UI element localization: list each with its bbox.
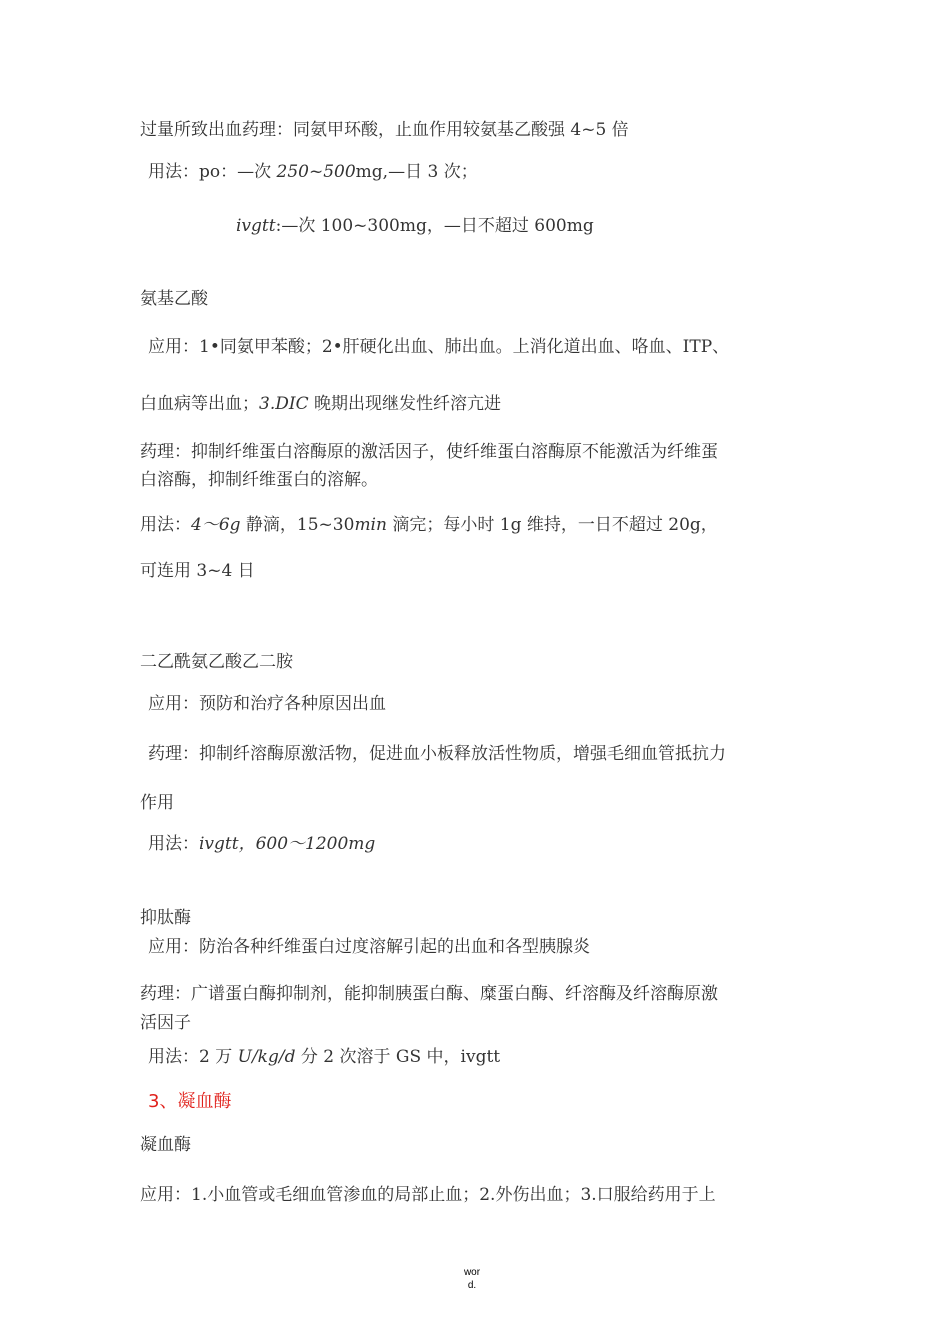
text-line	[148, 935, 590, 959]
text-line	[148, 1045, 500, 1069]
text-segment: 应用：1.小血管或毛细血管渗血的局部止血；2.外伤出血；3.口服给药用于上	[140, 1185, 716, 1205]
text-segment: 3.DIC	[259, 394, 309, 414]
text-line	[140, 982, 718, 1006]
text-line	[148, 742, 726, 766]
text-line	[140, 440, 718, 464]
text-segment: ivgtt	[236, 216, 276, 236]
text-line	[148, 335, 729, 359]
text-segment: 分 2 次溶于 GS 中，ivgtt	[295, 1047, 501, 1067]
text-line	[140, 1011, 191, 1035]
text-segment: 3、凝血酶	[148, 1091, 232, 1112]
text-segment: 4〜6g	[191, 515, 241, 535]
text-segment: 250~500	[276, 162, 356, 182]
text-line	[140, 1183, 716, 1207]
text-segment: mg,—日 3 次；	[355, 162, 478, 182]
section-title	[140, 1133, 191, 1157]
text-segment: 活因子	[140, 1013, 191, 1033]
text-segment: 药理：抑制纤维蛋白溶酶原的激活因子，使纤维蛋白溶酶原不能激活为纤维蛋	[140, 442, 718, 462]
footer-label	[452, 1266, 492, 1292]
red-heading	[148, 1090, 231, 1114]
text-segment: 用法：po：—次	[148, 162, 277, 182]
text-segment: 药理：广谱蛋白酶抑制剂，能抑制胰蛋白酶、糜蛋白酶、纤溶酶及纤溶酶原激	[140, 984, 718, 1004]
text-segment: 过量所致出血药理：同氨甲环酸，止血作用较氨基乙酸强 4~5 倍	[140, 120, 629, 140]
footer-line-1: wor	[463, 1267, 481, 1278]
text-segment: 可连用 3~4 日	[140, 561, 255, 581]
text-line	[140, 392, 501, 416]
text-segment: 氨基乙酸	[140, 289, 208, 309]
text-segment: 用法：2 万	[148, 1047, 238, 1067]
text-segment: U/kg/d	[237, 1047, 296, 1067]
text-segment: 药理：抑制纤溶酶原激活物，促进血小板释放活性物质，增强毛细血管抵抗力	[148, 744, 726, 764]
text-line	[140, 513, 718, 537]
text-line	[148, 160, 478, 184]
text-segment: 用法：	[148, 834, 199, 854]
text-segment: ivgtt，600〜1200mg	[199, 834, 376, 854]
text-line	[140, 791, 174, 815]
text-line	[140, 118, 629, 142]
text-segment: 白血病等出血；	[140, 394, 259, 414]
text-line	[236, 214, 594, 238]
text-segment: 白溶酶，抑制纤维蛋白的溶解。	[140, 470, 378, 490]
text-segment: 应用：1•同氨甲苯酸；2•肝硬化出血、肺出血。上消化道出血、咯血、ITP、	[148, 337, 730, 357]
text-segment: 用法：	[140, 515, 191, 535]
text-segment: 应用：防治各种纤维蛋白过度溶解引起的出血和各型胰腺炎	[148, 937, 590, 957]
text-line	[140, 559, 255, 583]
section-title	[140, 650, 293, 674]
footer-line-2: d.	[467, 1280, 477, 1291]
text-segment: min	[354, 515, 387, 535]
text-segment: 作用	[140, 793, 174, 813]
text-segment: 滴完；每小时 1g 维持，一日不超过 20g，	[386, 515, 718, 535]
text-line	[148, 832, 375, 856]
text-line	[148, 692, 386, 716]
text-segment: 应用：预防和治疗各种原因出血	[148, 694, 386, 714]
text-line	[140, 468, 378, 492]
section-title	[140, 906, 191, 930]
text-segment: 静滴，15~30	[240, 515, 355, 535]
text-segment: :—次 100~300mg，—日不超过 600mg	[275, 216, 594, 236]
text-segment: 抑肽酶	[140, 908, 191, 928]
text-segment: 晚期出现继发性纤溶亢进	[308, 394, 501, 414]
text-segment: 凝血酶	[140, 1135, 191, 1155]
section-title	[140, 287, 208, 311]
text-segment: 二乙酰氨乙酸乙二胺	[140, 652, 293, 672]
